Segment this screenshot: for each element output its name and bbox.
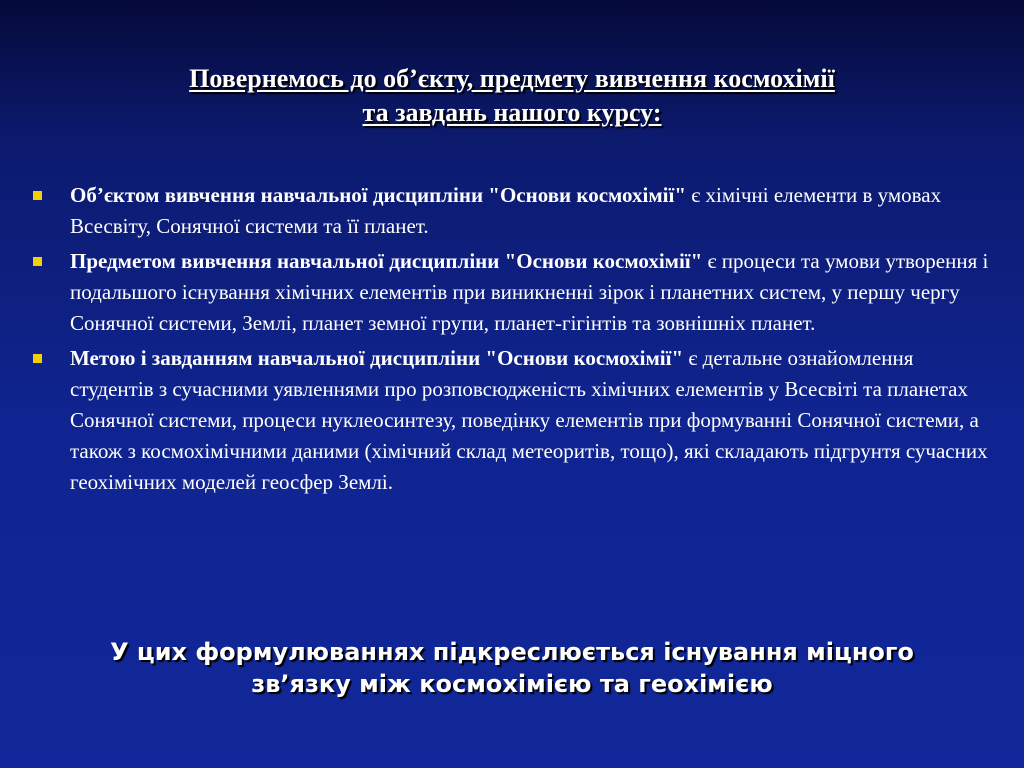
bullet-lead-text: Предметом вивчення навчальної дисципліни "Основи космохімії": [70, 249, 703, 273]
square-bullet-icon: [33, 191, 42, 200]
list-item: [30, 246, 990, 339]
list-item: [30, 343, 990, 498]
square-bullet-icon: [33, 257, 42, 266]
conclusion-line-1: У цих формулюваннях підкреслюється існування міцного: [110, 638, 914, 666]
bullet-body-text: є детальне ознайомлення студентів з сучасними уявленнями про розповсюдженість хімічних елементів у Всесвіті та планетах Сонячної системи, процеси нуклеосинтезу, поведінку елементів при формуванні Сонячної системи, а також з космохімічними даними (хімічний склад метеоритів, тощо), які складають підгрунтя сучасних геохімічних моделей геосфер Землі.: [70, 346, 988, 494]
slide-title-line-2: та завдань нашого курсу:: [362, 98, 662, 127]
bullet-lead-text: Об’єктом вивчення навчальної дисципліни "Основи космохімії": [70, 183, 686, 207]
bullet-body-text: є хімічні елементи в умовах Всесвіту, Сонячної системи та її планет.: [70, 183, 942, 238]
slide-title-line-1: Повернемось до об’єкту, предмету вивчення космохімії: [189, 64, 835, 93]
list-item: [30, 180, 990, 242]
bullet-body-text: є процеси та умови утворення і подальшого існування хімічних елементів при виникненні зірок і планетних систем, у першу чергу Сонячної системи, Землі, планет земної групи, планет-гігінтів та зовнішніх планет.: [70, 249, 989, 335]
square-bullet-icon: [33, 354, 42, 363]
bullet-lead-text: Метою і завданням навчальної дисципліни "Основи космохімії": [70, 346, 684, 370]
slide-title: [0, 62, 1024, 130]
bullet-list: [30, 180, 990, 502]
conclusion-line-2: зв’язку між космохімією та геохімією: [251, 670, 773, 698]
conclusion-text: [0, 636, 1024, 700]
